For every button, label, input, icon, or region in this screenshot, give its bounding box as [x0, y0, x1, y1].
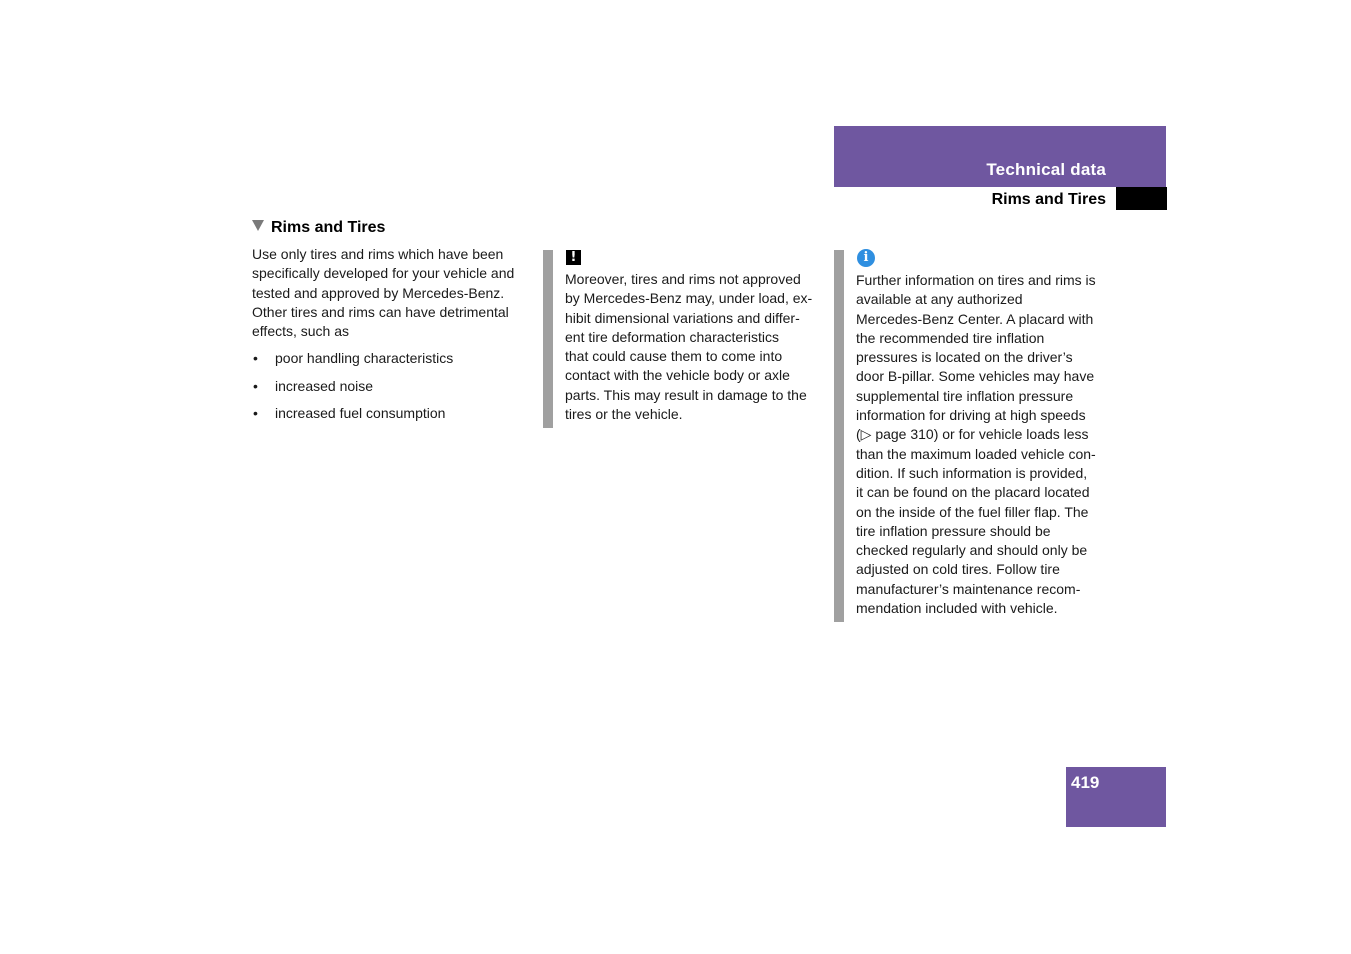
text-line: contact with the vehicle body or axle	[565, 367, 790, 384]
section-title: Rims and Tires	[991, 191, 1106, 208]
list-item	[252, 404, 527, 423]
text-line: tires or the vehicle.	[565, 406, 683, 423]
page-number: 419	[1071, 773, 1100, 792]
exclamation-icon: !	[566, 250, 581, 265]
bullet-icon: •	[253, 405, 258, 422]
text-line: door B-pillar. Some vehicles may have	[856, 368, 1095, 385]
bullet-icon: •	[253, 350, 258, 367]
text-line: dition. If such information is provided,	[856, 464, 1088, 481]
text-line: supplemental tire inflation pressure	[856, 387, 1074, 404]
effects-list	[252, 349, 527, 423]
text-line: checked regularly and should only be	[856, 542, 1088, 559]
section-marker	[1116, 187, 1167, 210]
intro-paragraph: Use only tires and rims which have been specifically developed for your vehicle and tested and approved by Mercedes-Benz. Other tires and rims can have detrimental effects, such as	[252, 246, 515, 340]
warning-notice	[543, 250, 823, 428]
bullet-icon: •	[253, 377, 258, 394]
info-icon: i	[857, 249, 875, 267]
list-item	[252, 349, 527, 368]
text-line: Further information on tires and rims is	[856, 272, 1096, 288]
text-line: available at any authorized	[856, 291, 1023, 308]
text-line: hibit dimensional variations and differ-	[565, 309, 800, 326]
page-reference-line[interactable]: (▷ page 310) or for vehicle loads less	[856, 426, 1089, 443]
section-heading	[252, 219, 385, 237]
intro-column	[252, 245, 527, 431]
text-line: tire inflation pressure should be	[856, 522, 1051, 539]
text-line: mendation included with vehicle.	[856, 600, 1058, 617]
text-line: on the inside of the fuel filler flap. The	[856, 503, 1089, 520]
text-line: it can be found on the placard located	[856, 484, 1090, 501]
text-line: adjusted on cold tires. Follow tire	[856, 561, 1060, 578]
text-line: parts. This may result in damage to the	[565, 386, 807, 403]
text-line: than the maximum loaded vehicle con-	[856, 445, 1096, 462]
page-number-box	[1066, 767, 1166, 827]
chapter-title: Technical data	[986, 160, 1106, 179]
chapter-header-band	[834, 126, 1166, 187]
warning-text	[565, 270, 825, 424]
list-item-text: increased noise	[275, 377, 374, 394]
text-line: Mercedes-Benz Center. A placard with	[856, 310, 1094, 327]
text-line: information for driving at high speeds	[856, 407, 1086, 424]
list-item-text: poor handling characteristics	[275, 350, 454, 367]
text-line: manufacturer’s maintenance recom-	[856, 580, 1081, 597]
notice-bar	[543, 250, 553, 428]
text-line: the recommended tire inflation	[856, 329, 1045, 346]
notice-bar	[834, 250, 844, 622]
list-item-text: increased fuel consumption	[275, 405, 446, 422]
info-text	[856, 271, 1116, 618]
section-heading-text: Rims and Tires	[271, 219, 386, 236]
text-line: Moreover, tires and rims not approved	[565, 271, 801, 287]
text-line: by Mercedes-Benz may, under load, ex-	[565, 290, 813, 307]
triangle-down-icon	[252, 220, 264, 231]
text-line: ent tire deformation characteristics	[565, 328, 779, 345]
info-notice	[834, 250, 1114, 622]
text-line: that could cause them to come into	[565, 348, 783, 365]
list-item	[252, 377, 527, 396]
text-line: pressures is located on the driver’s	[856, 349, 1073, 366]
